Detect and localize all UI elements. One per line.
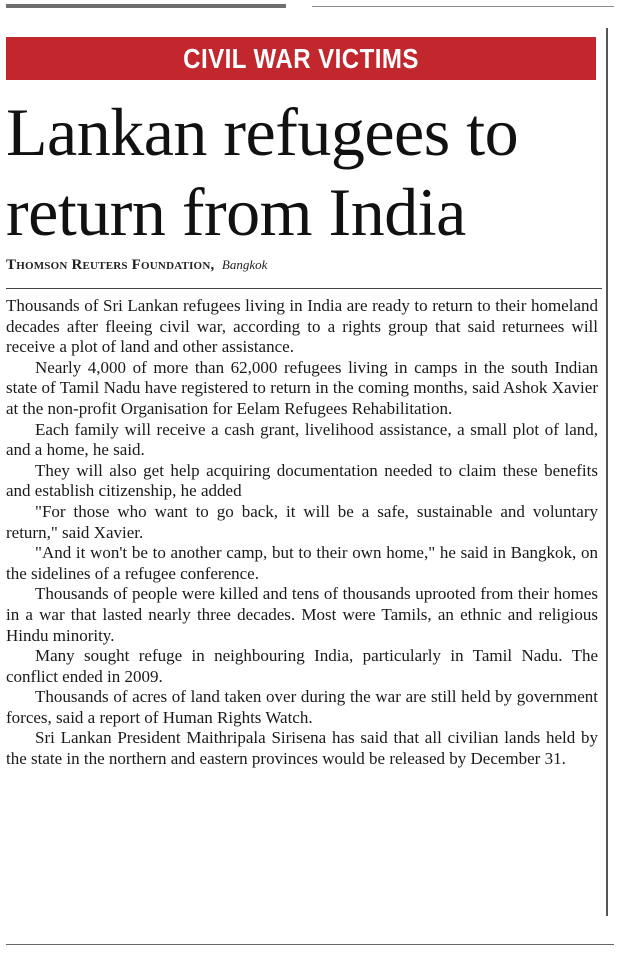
- paragraph: Thousands of people were killed and tens of thousands uprooted from their homes in a war that lasted nearly three decades. Most were Tamils, an ethnic and religious Hindu minority.: [6, 584, 598, 645]
- bottom-rule: [6, 944, 614, 945]
- paragraph: Thousands of acres of land taken over during the war are still held by government forces, said a report of Human Rights Watch.: [6, 687, 598, 727]
- byline: [6, 257, 267, 274]
- byline-agency: Thomson Reuters Foundation,: [6, 257, 215, 273]
- top-rule-thick: [6, 4, 286, 8]
- paragraph: They will also get help acquiring documentation needed to claim these benefits and establish citizenship, he added: [6, 460, 598, 501]
- paragraph: Thousands of Sri Lankan refugees living in India are ready to return to their homeland decades after fleeing civil war, according to a rights group that said returnees will receive a plot of land and other assistance.: [6, 296, 598, 357]
- section-banner: [6, 37, 596, 80]
- byline-rule: [6, 288, 602, 289]
- paragraph: Each family will receive a cash grant, livelihood assistance, a small plot of land, and a home, he said.: [6, 419, 598, 460]
- headline: Lankan refugees to return from India: [6, 94, 519, 250]
- paragraph: "And it won't be to another camp, but to their own home," he said in Bangkok, on the sidelines of a refugee conference.: [6, 543, 598, 583]
- paragraph: Many sought refuge in neighbouring India, particularly in Tamil Nadu. The conflict ended in 2009.: [6, 646, 598, 686]
- paragraph: Nearly 4,000 of more than 62,000 refugees living in camps in the south Indian state of Tamil Nadu have registered to return in the coming months, said Ashok Xavier at the non-profit Organisation for Eelam Refugees Rehabilitation.: [6, 357, 598, 418]
- column-rule: [606, 28, 608, 916]
- section-banner-label: CIVIL WAR VICTIMS: [183, 43, 419, 74]
- top-rule-thin: [312, 6, 614, 7]
- article-body: [6, 296, 598, 770]
- byline-place: Bangkok: [221, 257, 268, 272]
- paragraph: "For those who want to go back, it will be a safe, sustainable and voluntary return," said Xavier.: [6, 501, 598, 542]
- paragraph: Sri Lankan President Maithripala Sirisena has said that all civilian lands held by the state in the northern and eastern provinces would be released by December 31.: [6, 728, 598, 769]
